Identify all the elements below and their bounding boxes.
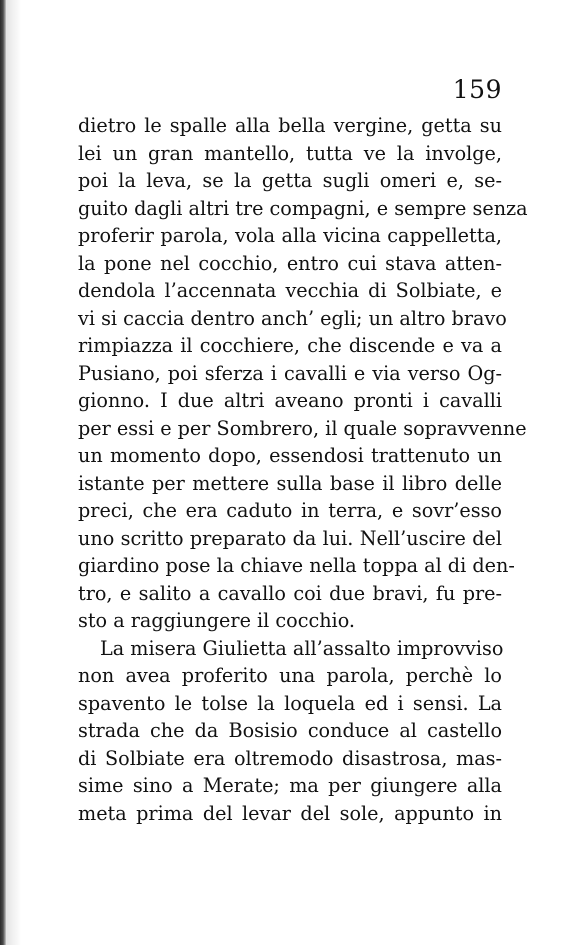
text-line: per essi e per Sombrero, il quale sopravvenne [78,416,527,440]
body-text [78,112,528,827]
text-line: meta prima del levar del sole, appunto in [78,801,502,825]
text-line: La misera Giulietta all’assalto improvviso [100,636,504,660]
text-line: sto a raggiungere il cocchio. [78,609,356,632]
text-line: giardino pose la chiave nella toppa al di den- [78,554,515,577]
text-line: rimpiazza il cocchiere, che discende e va a [78,334,502,357]
text-line: dendola l’accennata vecchia di Solbiate, e [78,279,502,302]
text-line: guito dagli altri tre compagni, e sempre senza [78,196,528,220]
page-number: 159 [452,75,502,104]
text-line: proferir parola, vola alla vicina cappelletta, [78,224,502,247]
binding-edge [0,0,7,945]
text-line: non avea proferito una parola, perchè lo [78,664,502,687]
text-line: preci, che era caduto in terra, e sovr’esso [78,499,502,522]
text-line: Pusiano, poi sferza i cavalli e via verso Og- [78,361,502,385]
text-line: vi si caccia dentro anch’ egli; un altro bravo [78,306,507,330]
text-line: di Solbiate era oltremodo disastrosa, mas- [78,746,502,770]
text-line: uno scritto preparato da lui. Nell’uscire del [78,526,502,550]
paragraph-1 [78,112,528,635]
text-line: spavento le tolse la loquela ed i sensi. La [78,691,502,715]
text-line: un momento dopo, essendosi trattenuto un [78,444,502,467]
text-line: lei un gran mantello, tutta ve la involge, [78,141,502,165]
text-line: poi la leva, se la getta sugli omeri e, se- [78,169,502,192]
text-line: dietro le spalle alla bella vergine, getta su [78,114,502,137]
text-line: gionno. I due altri aveano pronti i cavalli [78,389,502,412]
paragraph-2 [78,635,502,828]
text-line: tro, e salito a cavallo coi due bravi, fu pre- [78,581,502,605]
text-line: sime sino a Merate; ma per giungere alla [78,774,502,797]
text-line: strada che da Bosisio conduce al castello [78,719,502,742]
text-line: la pone nel cocchio, entro cui stava atten- [78,251,502,275]
binding-shadow [7,0,21,945]
text-line: istante per mettere sulla base il libro delle [78,471,502,495]
